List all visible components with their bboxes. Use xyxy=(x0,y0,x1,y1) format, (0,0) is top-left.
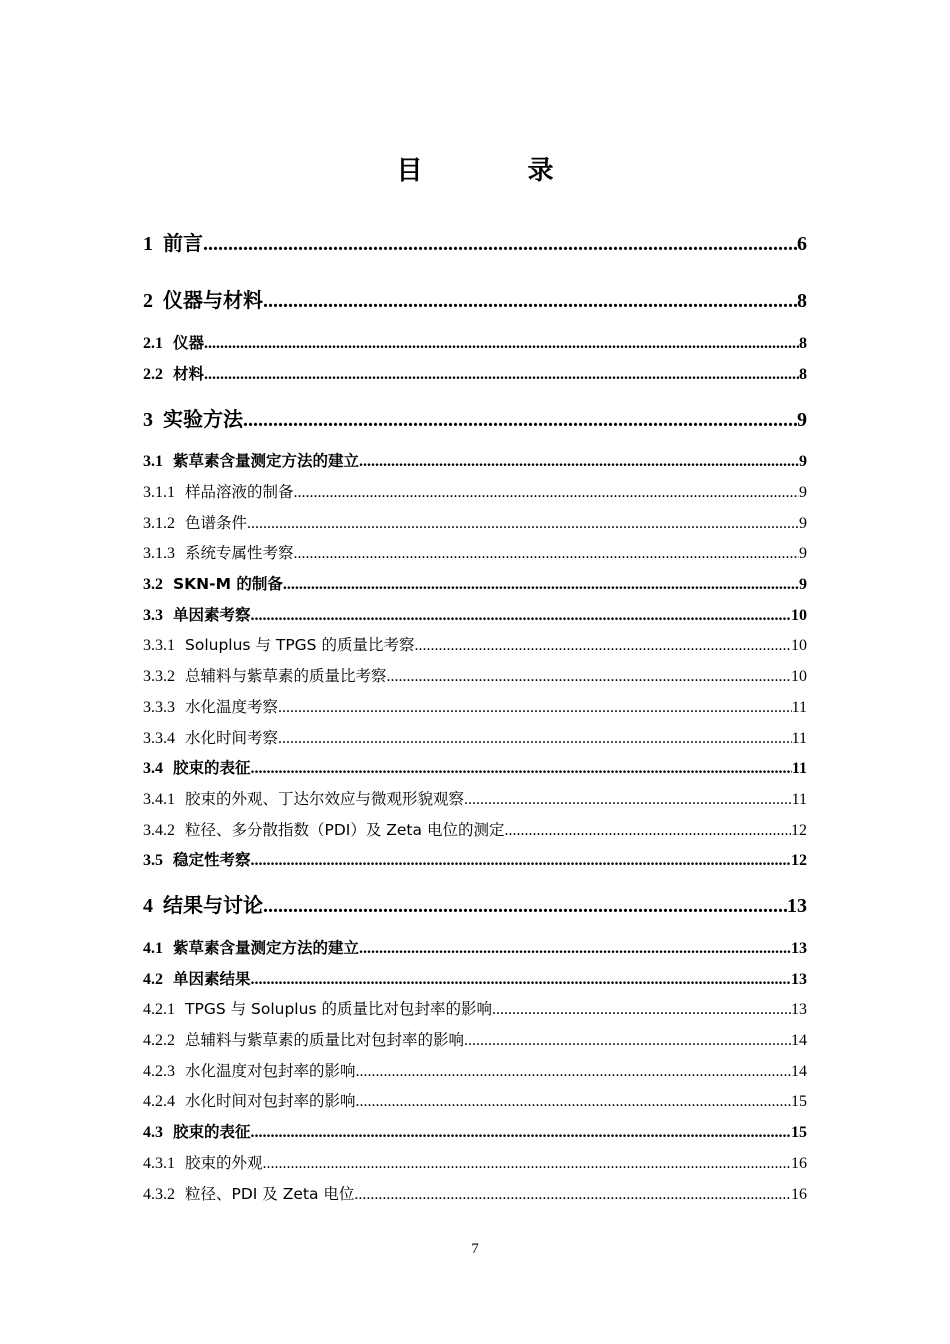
toc-entry-page: 11 xyxy=(791,730,807,747)
toc-entry-label: 紫草素含量测定方法的建立 xyxy=(173,939,360,957)
toc-entry-number: 4.3 xyxy=(143,1124,163,1141)
toc-entry-page: 9 xyxy=(799,453,807,470)
toc-entry-number: 3.3.4 xyxy=(143,730,175,747)
toc-entry-label: 仪器 xyxy=(173,334,205,352)
toc-dot-leader xyxy=(414,637,791,655)
toc-entry[interactable] xyxy=(143,633,807,655)
toc-entry-number: 3.3.1 xyxy=(143,637,175,654)
toc-entry[interactable] xyxy=(143,449,807,471)
toc-entry-page: 9 xyxy=(799,576,807,593)
toc-entry[interactable] xyxy=(143,664,807,686)
toc-entry-page: 14 xyxy=(791,1032,807,1049)
toc-entry-label: 仪器与材料 xyxy=(163,288,263,312)
toc-entry-page: 9 xyxy=(799,515,807,532)
toc-dot-leader xyxy=(251,607,791,625)
toc-entry-number: 1 xyxy=(143,233,153,255)
toc-entry[interactable] xyxy=(143,997,807,1019)
toc-entry-number: 3.5 xyxy=(143,852,163,869)
toc-entry-label: 胶束的表征 xyxy=(173,759,251,777)
toc-entry[interactable] xyxy=(143,511,807,533)
toc-entry-number: 3.4.1 xyxy=(143,791,175,808)
toc-entry-page: 11 xyxy=(791,699,807,716)
toc-entry[interactable] xyxy=(143,889,807,918)
toc-entry-label: 总辅料与紫草素的质量比对包封率的影响 xyxy=(185,1031,465,1049)
toc-entry-number: 3.2 xyxy=(143,576,163,593)
toc-dot-leader xyxy=(204,366,799,384)
toc-entry-label: 粒径、多分散指数（PDI）及 Zeta 电位的测定 xyxy=(185,821,505,839)
toc-dot-leader xyxy=(283,576,799,594)
toc-entry[interactable] xyxy=(143,726,807,748)
toc-entry-page: 16 xyxy=(791,1186,807,1203)
toc-entry-page: 10 xyxy=(791,607,807,624)
toc-entry-number: 4.3.1 xyxy=(143,1155,175,1172)
toc-entry-label: 紫草素含量测定方法的建立 xyxy=(173,452,360,470)
toc-entry-label: 结果与讨论 xyxy=(163,893,263,917)
toc-entry-label: 材料 xyxy=(173,365,205,383)
toc-entry[interactable] xyxy=(143,603,807,625)
toc-entry-number: 4.2.1 xyxy=(143,1001,175,1018)
toc-dot-leader xyxy=(354,1186,791,1204)
toc-dot-leader xyxy=(359,940,791,958)
toc-entry-label: 粒径、PDI 及 Zeta 电位 xyxy=(185,1185,355,1203)
toc-entry-page: 10 xyxy=(791,637,807,654)
toc-entry-label: 水化温度对包封率的影响 xyxy=(185,1062,356,1080)
toc-entry-label: 稳定性考察 xyxy=(173,851,251,869)
toc-entry-page: 13 xyxy=(791,1001,807,1018)
toc-entry[interactable] xyxy=(143,480,807,502)
toc-dot-leader xyxy=(263,895,787,918)
toc-entry-page: 8 xyxy=(799,366,807,383)
toc-dot-leader xyxy=(243,409,797,432)
toc-entry[interactable] xyxy=(143,967,807,989)
toc-entry[interactable] xyxy=(143,403,807,432)
toc-entry-number: 3.4 xyxy=(143,760,163,777)
toc-entry[interactable] xyxy=(143,1028,807,1050)
toc-entry-number: 4.1 xyxy=(143,940,163,957)
toc-dot-leader xyxy=(251,971,791,989)
toc-dot-leader xyxy=(387,668,791,686)
toc-dot-leader xyxy=(278,699,792,717)
toc-entry-number: 3.3.2 xyxy=(143,668,175,685)
toc-entry-label: 水化时间考察 xyxy=(185,729,279,747)
toc-dot-leader xyxy=(504,822,791,840)
toc-entry-page: 9 xyxy=(799,484,807,501)
toc-entry-number: 4.2.3 xyxy=(143,1063,175,1080)
toc-entry-number: 4.2.2 xyxy=(143,1032,175,1049)
toc-dot-leader xyxy=(251,852,791,870)
toc-entry-number: 4.2 xyxy=(143,971,163,988)
toc-dot-leader xyxy=(247,515,799,533)
toc-entry-label: 胶束的表征 xyxy=(173,1123,251,1141)
toc-title: 目 录 xyxy=(396,156,602,186)
toc-entry-page: 15 xyxy=(791,1093,807,1110)
toc-entry-number: 2 xyxy=(143,290,153,312)
toc-entry-label: 单因素结果 xyxy=(173,970,251,988)
toc-dot-leader xyxy=(204,335,799,353)
toc-entry[interactable] xyxy=(143,787,807,809)
toc-entry-page: 9 xyxy=(797,409,807,431)
toc-entry[interactable] xyxy=(143,331,807,353)
toc-entry-number: 4.2.4 xyxy=(143,1093,175,1110)
toc-entry-label: 系统专属性考察 xyxy=(185,544,294,562)
toc-entry-label: 前言 xyxy=(163,231,203,255)
page-number: 7 xyxy=(471,1241,479,1257)
toc-entry[interactable] xyxy=(143,936,807,958)
toc-dot-leader xyxy=(278,730,792,748)
toc-entry[interactable] xyxy=(143,284,807,313)
toc-entry-label: 总辅料与紫草素的质量比考察 xyxy=(185,667,387,685)
toc-entry-label: 水化时间对包封率的影响 xyxy=(185,1092,356,1110)
toc-dot-leader xyxy=(464,791,792,809)
toc-entry[interactable] xyxy=(143,1089,807,1111)
toc-entry-label: Soluplus 与 TPGS 的质量比考察 xyxy=(185,636,415,654)
toc-entry-number: 4 xyxy=(143,895,153,917)
toc-entry-page: 13 xyxy=(791,971,807,988)
toc-entry[interactable] xyxy=(143,818,807,840)
toc-entry-number: 4.3.2 xyxy=(143,1186,175,1203)
toc-entry-page: 13 xyxy=(791,940,807,957)
toc-entry-number: 3.1 xyxy=(143,453,163,470)
toc-entry-page: 14 xyxy=(791,1063,807,1080)
toc-dot-leader xyxy=(359,453,799,471)
toc-entry[interactable] xyxy=(143,227,807,256)
toc-entry[interactable] xyxy=(143,848,807,870)
toc-entry-number: 3.1.1 xyxy=(143,484,175,501)
toc-entry[interactable] xyxy=(143,1059,807,1081)
toc-dot-leader xyxy=(492,1001,791,1019)
toc-entry-label: 样品溶液的制备 xyxy=(185,483,294,501)
toc-entry-number: 2.2 xyxy=(143,366,163,383)
toc-entry-page: 8 xyxy=(799,335,807,352)
toc-dot-leader xyxy=(356,1093,791,1111)
toc-entry[interactable] xyxy=(143,1120,807,1142)
toc-dot-leader xyxy=(251,760,792,778)
toc-entry-number: 2.1 xyxy=(143,335,163,352)
toc-entry-page: 10 xyxy=(791,668,807,685)
toc-dot-leader xyxy=(263,290,797,313)
toc-entry-label: TPGS 与 Soluplus 的质量比对包封率的影响 xyxy=(185,1000,492,1018)
toc-dot-leader xyxy=(356,1063,791,1081)
toc-entry-page: 11 xyxy=(791,760,807,777)
toc-entry[interactable] xyxy=(143,695,807,717)
toc-entry-page: 15 xyxy=(791,1124,807,1141)
toc-dot-leader xyxy=(203,233,797,256)
toc-entry-page: 11 xyxy=(791,791,807,808)
toc-entry-label: SKN-M 的制备 xyxy=(173,575,283,593)
toc-entry-number: 3.1.2 xyxy=(143,515,175,532)
toc-entry[interactable] xyxy=(143,756,807,778)
toc-entry-label: 胶束的外观 xyxy=(185,1154,263,1172)
toc-dot-leader xyxy=(294,545,799,563)
toc-dot-leader xyxy=(464,1032,791,1050)
toc-entry[interactable] xyxy=(143,1151,807,1173)
toc-entry-page: 12 xyxy=(791,822,807,839)
toc-entry-number: 3.1.3 xyxy=(143,545,175,562)
toc-entry[interactable] xyxy=(143,572,807,594)
toc-entry-label: 胶束的外观、丁达尔效应与微观形貌观察 xyxy=(185,790,465,808)
toc-entry[interactable] xyxy=(143,1182,807,1204)
toc-entry[interactable] xyxy=(143,362,807,384)
toc-dot-leader xyxy=(251,1124,791,1142)
toc-entry-page: 6 xyxy=(797,233,807,255)
toc-entry-number: 3.3 xyxy=(143,607,163,624)
toc-dot-leader xyxy=(263,1155,791,1173)
toc-entry-page: 12 xyxy=(791,852,807,869)
toc-entry-number: 3.3.3 xyxy=(143,699,175,716)
toc-entry-page: 16 xyxy=(791,1155,807,1172)
toc-dot-leader xyxy=(294,484,799,502)
toc-entry[interactable] xyxy=(143,541,807,563)
toc-entry-label: 水化温度考察 xyxy=(185,698,279,716)
toc-entry-page: 8 xyxy=(797,290,807,312)
toc-entry-number: 3 xyxy=(143,409,153,431)
toc-entry-page: 13 xyxy=(787,895,807,917)
toc-entry-label: 实验方法 xyxy=(163,407,243,431)
toc-entry-number: 3.4.2 xyxy=(143,822,175,839)
toc-entry-page: 9 xyxy=(799,545,807,562)
toc-entry-label: 色谱条件 xyxy=(185,514,248,532)
toc-entry-label: 单因素考察 xyxy=(173,606,251,624)
